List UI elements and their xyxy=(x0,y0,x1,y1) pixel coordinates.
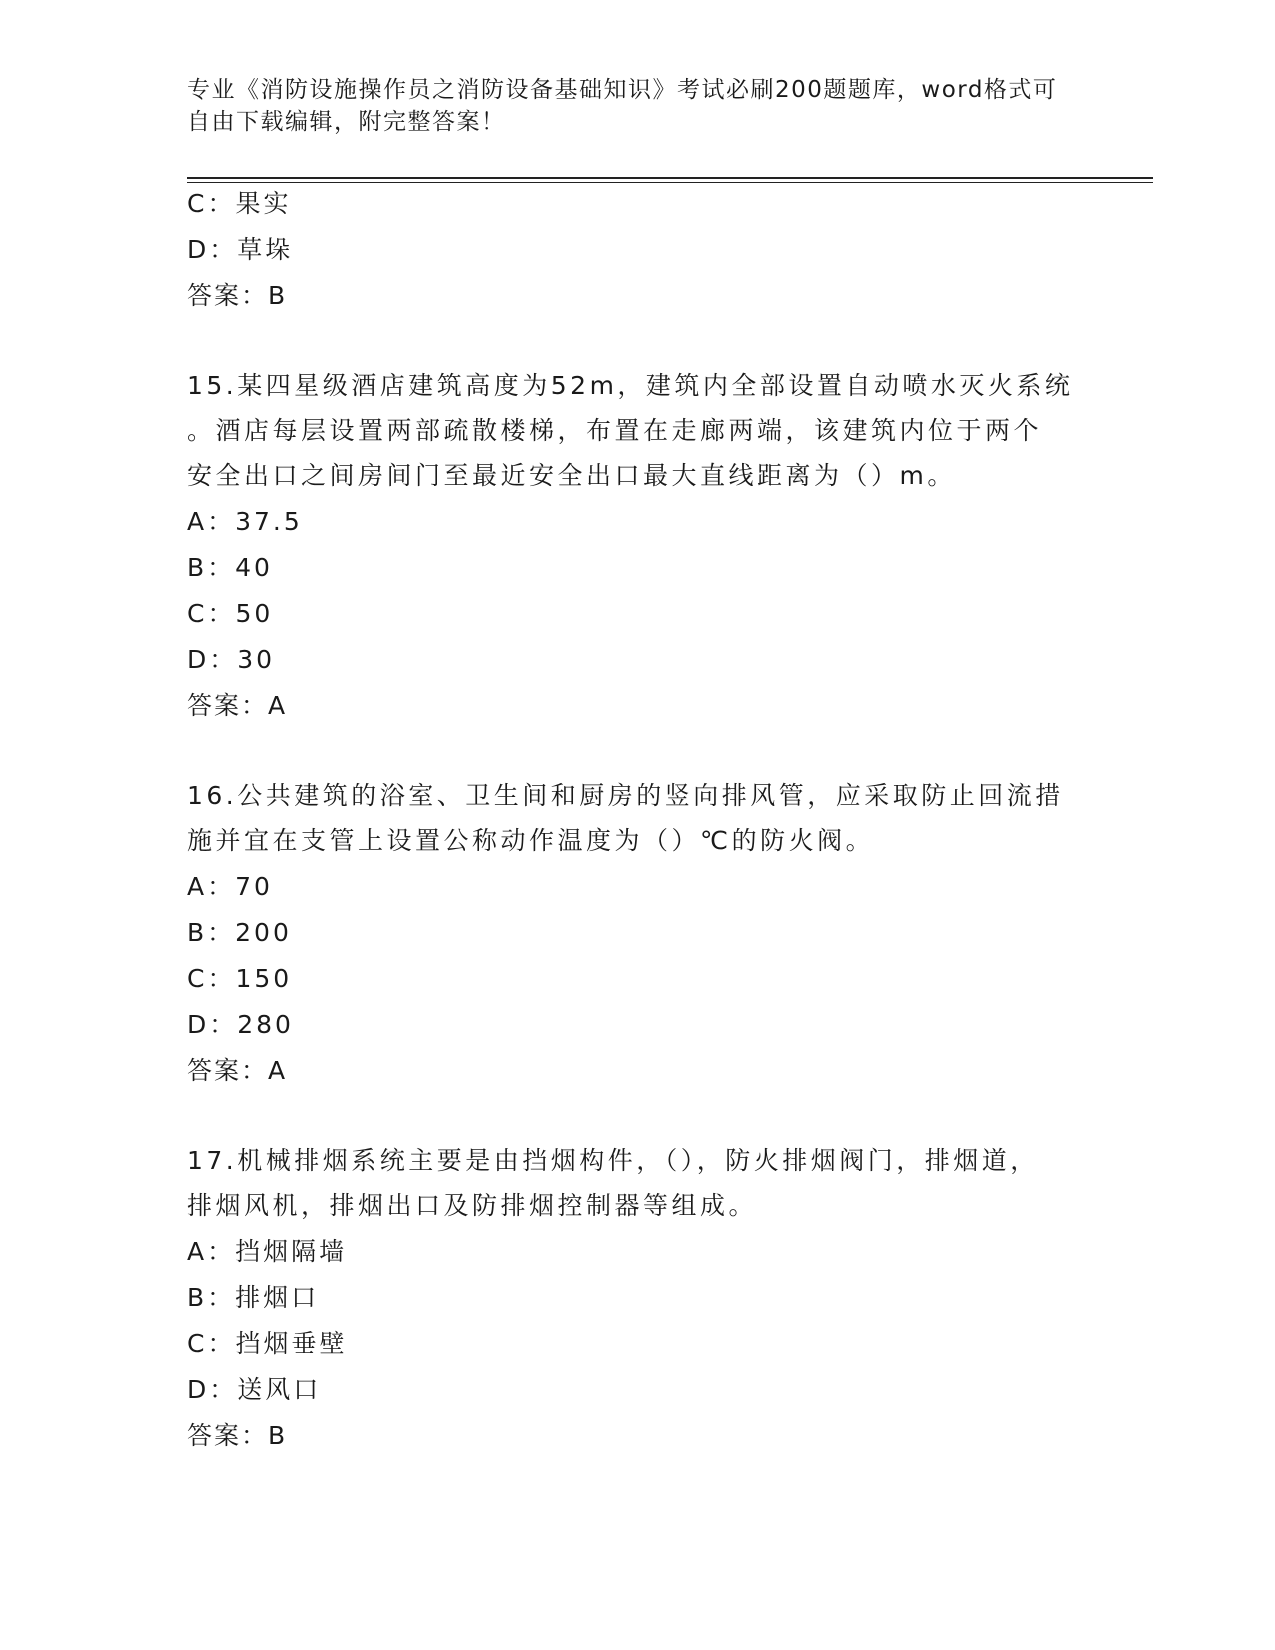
header-line-2: 自由下载编辑，附完整答案！ xyxy=(187,109,506,135)
question-text xyxy=(187,780,1087,857)
option-a: A：37.5 xyxy=(187,507,303,536)
option-c: C：50 xyxy=(187,599,274,628)
question-16 xyxy=(187,780,1087,1087)
question-text xyxy=(187,370,1087,492)
option-a: A：挡烟隔墙 xyxy=(187,1237,348,1266)
question-line: 17.机械排烟系统主要是由挡烟构件，（），防火排烟阀门，排烟道， xyxy=(187,1146,1039,1175)
question-15 xyxy=(187,370,1087,722)
option-b: B：200 xyxy=(187,918,292,947)
header-rule-thick xyxy=(187,177,1153,179)
option-d: D：送风口 xyxy=(187,1375,322,1404)
question-line: 安全出口之间房间门至最近安全出口最大直线距离为（）m。 xyxy=(187,461,956,490)
answer-line: 答案：B xyxy=(187,281,288,310)
option-a: A：70 xyxy=(187,872,273,901)
question-line: 施并宜在支管上设置公称动作温度为（）℃的防火阀。 xyxy=(187,826,875,855)
answer-line: 答案：A xyxy=(187,691,288,720)
option-c: C：150 xyxy=(187,964,293,993)
option-b: B：40 xyxy=(187,553,273,582)
header-line-1: 专业《消防设施操作员之消防设备基础知识》考试必刷200题题库，word格式可 xyxy=(187,77,1058,103)
answer-line: 答案：B xyxy=(187,1421,288,1450)
question-line: 排烟风机，排烟出口及防排烟控制器等组成。 xyxy=(187,1191,758,1220)
question-line: 。酒店每层设置两部疏散楼梯，布置在走廊两端，该建筑内位于两个 xyxy=(187,416,1043,445)
option-b: B：排烟口 xyxy=(187,1283,320,1312)
option-d: D：30 xyxy=(187,645,276,674)
option-d: D：草垛 xyxy=(187,235,294,264)
question-17 xyxy=(187,1145,1087,1452)
answer-line: 答案：A xyxy=(187,1056,288,1085)
option-c: C：果实 xyxy=(187,189,292,218)
question-text xyxy=(187,1145,1087,1222)
option-d: D：280 xyxy=(187,1010,294,1039)
document-body xyxy=(187,188,1087,1452)
question-line: 15.某四星级酒店建筑高度为52m，建筑内全部设置自动喷水灭火系统 xyxy=(187,371,1074,400)
question-14-tail xyxy=(187,188,1087,312)
option-c: C：挡烟垂壁 xyxy=(187,1329,348,1358)
document-header xyxy=(187,74,1087,138)
header-rule-thin xyxy=(187,182,1153,183)
question-line: 16.公共建筑的浴室、卫生间和厨房的竖向排风管，应采取防止回流措 xyxy=(187,781,1064,810)
